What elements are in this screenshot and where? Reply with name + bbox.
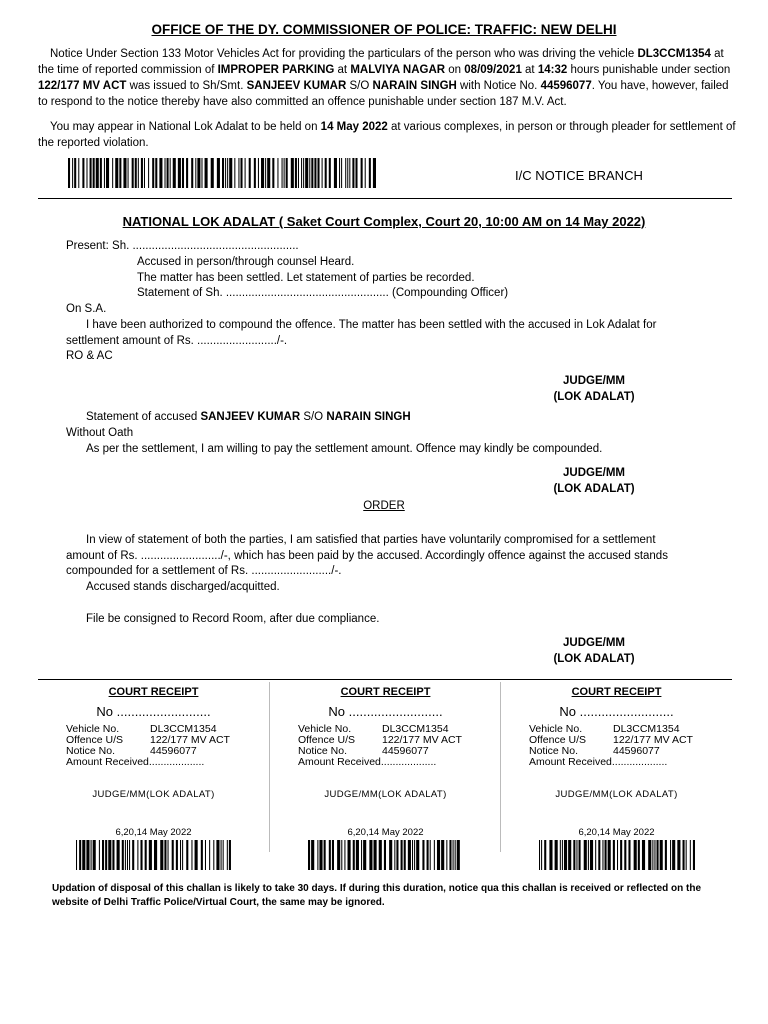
order-heading: ORDER <box>363 500 405 512</box>
appearance-paragraph: You may appear in National Lok Adalat to be held on 14 May 2022 at various complexes, in person or through pleader for settlement of the reported violation. <box>38 121 736 149</box>
receipt-date: 6,20,14 May 2022 <box>578 827 655 838</box>
offence-section: 122/177 MV ACT <box>38 80 127 92</box>
without-oath-line: Without Oath <box>66 427 134 439</box>
receipt-barcode <box>308 840 464 870</box>
receipt-number: No .......................... <box>328 704 443 719</box>
receipt-barcode <box>76 840 232 870</box>
father-name: NARAIN SINGH <box>372 80 457 92</box>
divider-top <box>38 198 732 199</box>
statement-line: Statement of Sh. ................................................... (Compounding Officer) <box>137 287 509 299</box>
order-line-4: Accused stands discharged/acquitted. <box>86 581 280 593</box>
court-receipts <box>38 682 732 852</box>
notice-number: 44596077 <box>540 80 592 92</box>
judge-signature-3: JUDGE/MM (LOK ADALAT) <box>553 637 635 665</box>
offence-name: IMPROPER PARKING <box>217 64 335 76</box>
receipt-judge: JUDGE/MM(LOK ADALAT) <box>324 789 447 800</box>
settlement-amount-line: settlement amount of Rs. ........................./-. <box>66 335 288 347</box>
receipt-barcode <box>539 840 695 870</box>
offence-place: MALVIYA NAGAR <box>350 64 446 76</box>
receipt-details: Vehicle No. DL3CCM1354 Offence U/S 122/177 MV ACT Notice No. 44596077 Amount Received................... <box>66 723 230 768</box>
receipt-details: Vehicle No. DL3CCM1354 Offence U/S 122/177 MV ACT Notice No. 44596077 Amount Received................... <box>298 723 462 768</box>
accused-statement-line: Statement of accused SANJEEV KUMAR S/O NARAIN SINGH <box>86 411 411 423</box>
settlement-willing-line: As per the settlement, I am willing to pay the settlement amount. Offence may kindly be compounded. <box>86 443 603 455</box>
receipt-date: 6,20,14 May 2022 <box>115 827 192 838</box>
receipt-heading: COURT RECEIPT <box>108 686 199 698</box>
notice-branch-label: I/C NOTICE BRANCH <box>515 168 643 183</box>
receipt-judge: JUDGE/MM(LOK ADALAT) <box>92 789 215 800</box>
receipt-date: 6,20,14 May 2022 <box>347 827 424 838</box>
order-line-2: amount of Rs. ........................./-, which has been paid by the accused. Accordingly offence against the accused stands <box>66 550 668 562</box>
vehicle-number: DL3CCM1354 <box>637 48 711 60</box>
accused-name: SANJEEV KUMAR <box>246 80 347 92</box>
judge-signature-1: JUDGE/MM (LOK ADALAT) <box>553 375 635 403</box>
disposal-footnote: Updation of disposal of this challan is likely to take 30 days. If during this duration, notice qua this challan is received or reflected on the website of Delhi Traffic Police/Virtual Court, the same may be ignored. <box>52 883 702 908</box>
heard-line: Accused in person/through counsel Heard. <box>137 256 355 268</box>
order-line-5: File be consigned to Record Room, after due compliance. <box>86 613 380 625</box>
order-line-3: compounded for a settlement of Rs. ........................./-. <box>66 565 342 577</box>
lok-adalat-title: NATIONAL LOK ADALAT ( Saket Court Complex, Court 20, 10:00 AM on 14 May 2022) <box>122 214 646 229</box>
court-receipt <box>500 682 732 852</box>
adalat-date: 14 May 2022 <box>320 121 388 133</box>
receipt-details: Vehicle No. DL3CCM1354 Offence U/S 122/177 MV ACT Notice No. 44596077 Amount Received................... <box>529 723 693 768</box>
authorized-line: I have been authorized to compound the offence. The matter has been settled with the accused in Lok Adalat for <box>86 319 657 331</box>
receipt-judge: JUDGE/MM(LOK ADALAT) <box>555 789 678 800</box>
on-sa-line: On S.A. <box>66 303 107 315</box>
notice-paragraph: Notice Under Section 133 Motor Vehicles Act for providing the particulars of the person who was driving the vehicle DL3CCM1354 at the time of reported commission of IMPROPER PARKING at MALVIYA NAGAR on 08/09/2021 at 14:32 hours punishable under section 122/177 MV ACT was issued to Sh/Smt. SANJEEV KUMAR S/O NARAIN SINGH with Notice No. 44596077. You have, however, failed to respond to the notice thereby have also committed an offence punishable under section 187 M.V. Act. <box>38 48 731 108</box>
court-receipt <box>269 682 501 852</box>
order-line-1: In view of statement of both the parties, I am satisfied that parties have voluntarily compromised for a settlement <box>86 534 656 546</box>
settled-line: The matter has been settled. Let statement of parties be recorded. <box>137 272 475 284</box>
page-title: OFFICE OF THE DY. COMMISSIONER OF POLICE: TRAFFIC: NEW DELHI <box>151 22 617 37</box>
present-line: Present: Sh. .................................................... <box>66 240 299 252</box>
divider-receipts <box>38 679 732 680</box>
offence-time: 14:32 <box>537 64 568 76</box>
receipt-heading: COURT RECEIPT <box>340 686 431 698</box>
ro-ac-line: RO & AC <box>66 350 113 362</box>
receipt-number: No .......................... <box>559 704 674 719</box>
court-receipt <box>38 682 269 852</box>
receipt-heading: COURT RECEIPT <box>571 686 662 698</box>
barcode-main <box>68 158 376 188</box>
offence-date: 08/09/2021 <box>464 64 522 76</box>
judge-signature-2: JUDGE/MM (LOK ADALAT) <box>553 467 635 495</box>
receipt-number: No .......................... <box>96 704 211 719</box>
